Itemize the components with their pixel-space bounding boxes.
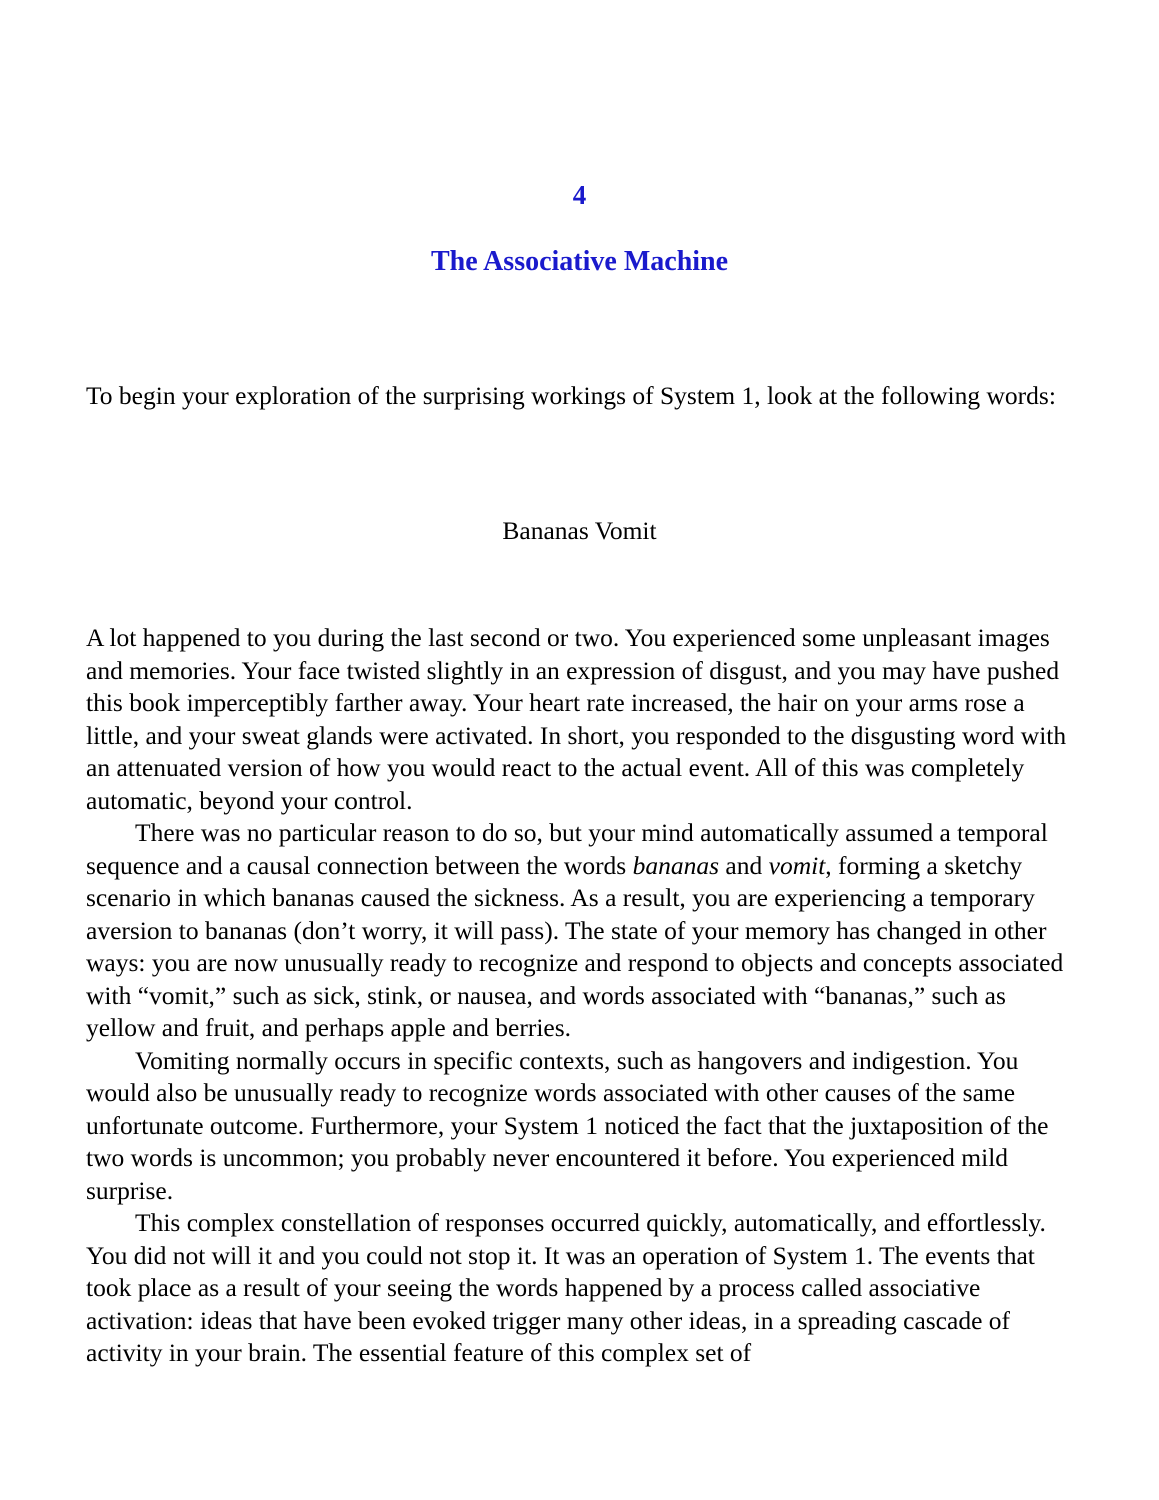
paragraph-2-text-start: There was no particular reason to do so, but your mind automatically assumed a temporal sequence and a causal connection between the words — [86, 818, 1048, 880]
paragraph-3 — [86, 1045, 1076, 1208]
chapter-title: The Associative Machine — [430, 246, 729, 277]
emphasis-vomit: vomit — [768, 850, 826, 880]
paragraph-2 — [86, 817, 1076, 1045]
example-words: Bananas Vomit — [502, 516, 657, 545]
emphasis-bananas: bananas — [632, 850, 720, 880]
paragraph-2-text-end: , forming a sketchy scenario in which bananas caused the sickness. As a result, you are experiencing a temporary aversion to bananas (don’t worry, it will pass). The state of your memory has changed in other ways: you are now unusually ready to recognize and respond to objects and concepts associated with “vomit,” such as sick, stink, or nausea, and words associated with “bananas,” such as yellow and fruit, and perhaps apple and berries. — [86, 850, 1064, 1042]
chapter-number: 4 — [572, 180, 587, 210]
main-text — [86, 622, 1076, 1370]
paragraph-4 — [86, 1207, 1076, 1370]
intro-paragraph: To begin your exploration of the surprising workings of System 1, look at the following words: — [86, 381, 1056, 410]
paragraph-2-text-mid: and — [719, 850, 769, 880]
paragraph-3-text: Vomiting normally occurs in specific contexts, such as hangovers and indigestion. You would also be unusually ready to recognize words associated with other causes of the same unfortunate outcome. Furthermore, your System 1 noticed the fact that the juxtaposition of the two words is uncommon; you probably never encountered it before. You experienced mild surprise. — [86, 1045, 1049, 1205]
paragraph-1 — [86, 622, 1076, 817]
paragraph-4-text: This complex constellation of responses occurred quickly, automatically, and effortlessly. You did not will it and you could not stop it. It was an operation of System 1. The events that took place as a result of your seeing the words happened by a process called associative activation: ideas that have been evoked trigger many other ideas, in a spreading cascade of activity in your brain. The essential feature of this complex set of — [86, 1208, 1046, 1367]
paragraph-1-text: A lot happened to you during the last second or two. You experienced some unpleasant images and memories. Your face twisted slightly in an expression of disgust, and you may have pushed this book imperceptibly farther away. Your heart rate increased, the hair on your arms rose a little, and your sweat glands were activated. In short, you responded to the disgusting word with an attenuated version of how you would react to the actual event. All of this was completely automatic, beyond your control. — [86, 623, 1067, 815]
